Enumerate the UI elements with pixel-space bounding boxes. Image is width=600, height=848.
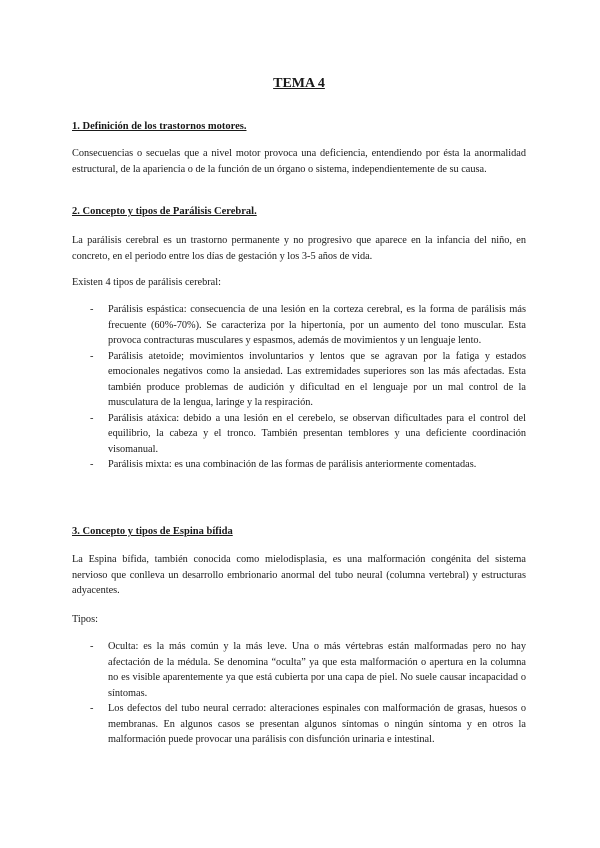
list-item: [72, 457, 526, 473]
list-item-text: Parálisis atetoide; movimientos involuntarios y lentos que se agravan por la fatiga y estados emocionales negativos como la ansiedad. Las extremidades superiores son las más afectadas. Esta también produce problemas de audición y dificultad en el lenguaje por un mal control de la musculatura de la lengua, laringe y la respiración.: [108, 350, 526, 408]
spina-bifida-types-list: [72, 639, 526, 748]
list-item: [72, 639, 526, 701]
bullet-dash: -: [90, 459, 94, 470]
bullet-dash: -: [90, 703, 94, 714]
list-item: [72, 411, 526, 458]
bullet-dash: -: [90, 304, 94, 315]
section3-paragraph: La Espina bífida, también conocida como mielodisplasia, es una malformación congénita del sistema nervioso que conlleva un desarrollo embrionario anormal del tubo neural (columna vertebral) y estructuras adyacentes.: [72, 554, 526, 596]
list-item-text: Los defectos del tubo neural cerrado: alteraciones espinales con malformación de grasas, huesos o membranas. En algunos casos se presentan algunos síntomas o ningún síntoma y en otros la malformación puede provocar una parálisis con disfunción urinaria e intestinal.: [108, 703, 526, 745]
list-item: [72, 701, 526, 748]
bullet-dash: -: [90, 350, 94, 362]
section1-paragraph: Consecuencias o secuelas que a nivel motor provoca una deficiencia, entendiendo por ésta la anormalidad estructural, de la apariencia o de la función de un órgano o sistema, independientemente de su causa.: [72, 148, 526, 175]
section2-paragraph: La parálisis cerebral es un trastorno permanente y no progresivo que aparece en la infancia del niño, en concreto, en el periodo entre los días de gestación y los 3-5 años de vida.: [72, 235, 526, 262]
bullet-dash: -: [90, 412, 94, 424]
list-item: [72, 349, 526, 411]
bullet-dash: -: [90, 641, 94, 652]
section2-heading: 2. Concepto y tipos de Parálisis Cerebral.: [72, 206, 257, 217]
paralysis-types-list: [72, 302, 526, 473]
list-item: [72, 302, 526, 349]
section2-intro: Existen 4 tipos de parálisis cerebral:: [72, 277, 221, 288]
section1-heading: 1. Definición de los trastornos motores.: [72, 121, 247, 132]
list-item-text: Parálisis mixta: es una combinación de las formas de parálisis anteriormente comentadas.: [108, 459, 477, 470]
section3-heading: 3. Concepto y tipos de Espina bífida: [72, 526, 233, 537]
list-item-text: Parálisis atáxica: debido a una lesión en el cerebelo, se observan dificultades para el control del equilibrio, la cabeza y el tronco. También presentan temblores y una deficiente coordinación visomanual.: [108, 412, 526, 455]
list-item-text: Parálisis espástica: consecuencia de una lesión en la corteza cerebral, es la forma de parálisis más frecuente (60%-70%). Se caracteriza por la hipertonía, por un aumento del tono muscular. Esta provoca contracturas musculares y espasmos, además de movimientos y un lenguaje lento.: [108, 304, 526, 346]
document-title: TEMA 4: [273, 76, 325, 91]
list-item-text: Oculta: es la más común y la más leve. Una o más vértebras están malformadas pero no hay afectación de la médula. Se denomina “oculta” ya que esta malformación o apertura en la columna no es visible aparentemente ya que está cubierta por una capa de piel. No suele causar incapacidad o síntomas.: [108, 641, 526, 699]
section3-intro: Tipos:: [72, 614, 98, 625]
